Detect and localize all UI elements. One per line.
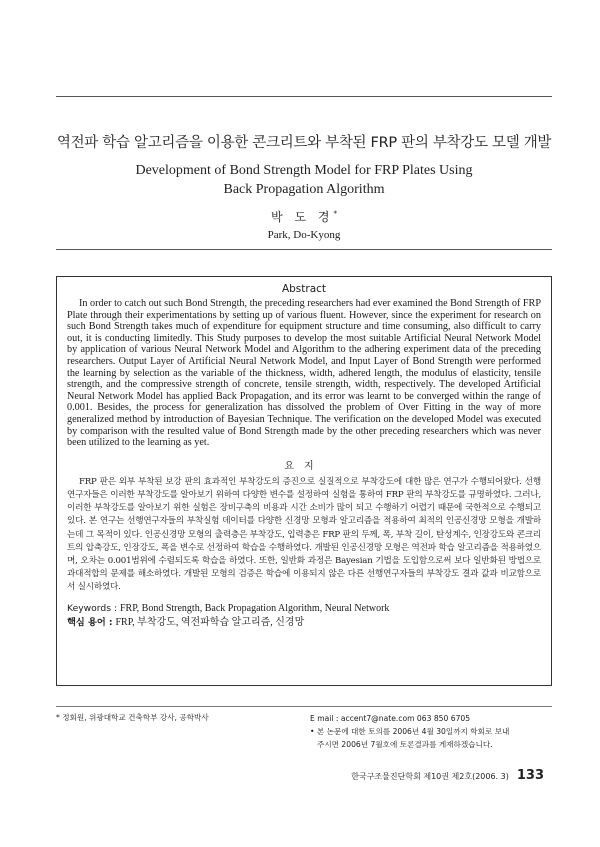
abstract-heading: Abstract — [281, 283, 327, 295]
paper-title-english-line2: Back Propagation Algorithm — [223, 182, 385, 197]
keywords-korean-value: FRP, 부착강도, 역전파학습 알고리즘, 신경망 — [115, 616, 305, 628]
paper-title-korean: 역전파 학습 알고리즘을 이용한 콘크리트와 부착된 FRP 판의 부착강도 모델 개발 — [56, 135, 552, 151]
paper-title-english-line1: Development of Bond Strength Model for FRP Plates Using — [135, 163, 473, 178]
footnote-email: E mail : accent7@nate.com 063 850 6705 — [310, 714, 471, 723]
keywords-korean — [67, 616, 541, 630]
keywords-english-value: FRP, Bond Strength, Back Propagation Algorithm, Neural Network — [119, 602, 390, 614]
footnote-discussion-line1: • 본 논문에 대한 토의를 2006년 4월 30일까지 학회로 보내 — [310, 727, 510, 736]
title-block — [56, 96, 552, 250]
footnote-author-affiliation: * 정회원, 위광대학교 건축학부 강사, 공학박사 — [56, 713, 209, 722]
keywords-english-label: Keywords : — [67, 602, 118, 614]
author-marker: * — [333, 210, 337, 218]
footnote-contact — [310, 712, 555, 751]
author-name-korean-text: 박 도 경 — [271, 210, 334, 224]
keywords-section — [67, 602, 541, 630]
journal-info: 한국구조물진단학회 제10권 제2호(2006. 3) — [351, 772, 509, 781]
yoji-body: FRP 판은 외부 부착된 보강 판의 효과적인 부착강도의 증진으로 실질적으로 부착강도에 대한 많은 연구가 수행되어왔다. 선행연구자들은 이러한 부착강도를 알아보기 위하여 다양한 변수를 설정하여 실험을 통하여 FRP 판의 부착강도를 규명하였다. 그러나, 이러한 부착강도를 알아보기 위한 실험은 장비구축의 비용과 시간 소비가 많이 되고 수행하기 어렵기 때문에 국한적으로 수행되고 있다. 본 연구는 선행연구자들의 부착실험 데이터를 다양한 신경망 모형과 알고리즘을 적용하여 최적의 인공신경망 모형을 개발하는데 그 목적이 있다. 인공신경망 모형의 출력층은 부착강도, 입력층은 FRP 판의 두께, 폭, 부착 길이, 탄성계수, 인장강도와 콘크리트의 압축강도, 인장강도, 폭을 변수로 선정하여 학습을 수행하였다. 개발된 인공신경망 모형은 역전파 학습 알고리즘을 적용하였으며, 오차는 0.001범위에 수렴되도록 학습을 하였다. 또한, 일반화 과정은 Bayesian 기법을 도입함으로써 보다 일반화된 방법으로 과대적합의 문제를 해소하였다. 개발된 모형의 검증은 학습에 이용되지 않은 다른 선행연구자들의 부착강도 결과 값과 비교함으로서 실시하였다. — [67, 476, 541, 593]
keywords-english — [67, 602, 541, 616]
paper-title-english — [56, 161, 552, 199]
page-number: 133 — [516, 768, 544, 783]
page-footer — [351, 768, 544, 783]
footnote-divider — [56, 706, 552, 707]
abstract-body: In order to catch out such Bond Strength, the preceding researchers had ever examined the Bond Strength of FRP Plate through their experimentations by setting up of various fluent. However, since the experiment for research on such Bond Strength takes much of expenditure for equipment structure and time consuming, also difficult to carry out, it is conducting limitedly. This Study purposes to develop the most suitable Artificial Neural Network Model by application of various Neural Network Model and Algorithm to the adhering experiment data of the preceding researchers. Output Layer of Artificial Neural Network Model, and Input Layer of Bond Strength were performed the learning by selection as the variable of the thickness, width, adhered length, the modulus of elasticity, tensile strength, and the compressive strength of concrete, tensile strength, width, respectively. The developed Artificial Neural Network Model has applied Back Propagation, and its error was learnt to be converged within the range of 0.001. Besides, the process for generalization has dissolved the problem of Over Fitting in the way of more generalized method by introduction of Bayesian Technique. The verification on the developed Model was executed by comparison with the resulted value of Bond Strength made by the other preceding researchers which was never been utilized to the learning as yet. — [67, 298, 541, 449]
author-name-english: Park, Do-Kyong — [267, 229, 341, 241]
abstract-box — [56, 276, 552, 686]
footnote-discussion-line2: 주시면 2006년 7월호에 토론결과를 게재하겠습니다. — [317, 740, 493, 749]
yoji-heading: 요지 — [284, 460, 324, 472]
keywords-korean-label: 핵심 용어 : — [67, 616, 113, 628]
author-name-korean — [56, 208, 552, 225]
